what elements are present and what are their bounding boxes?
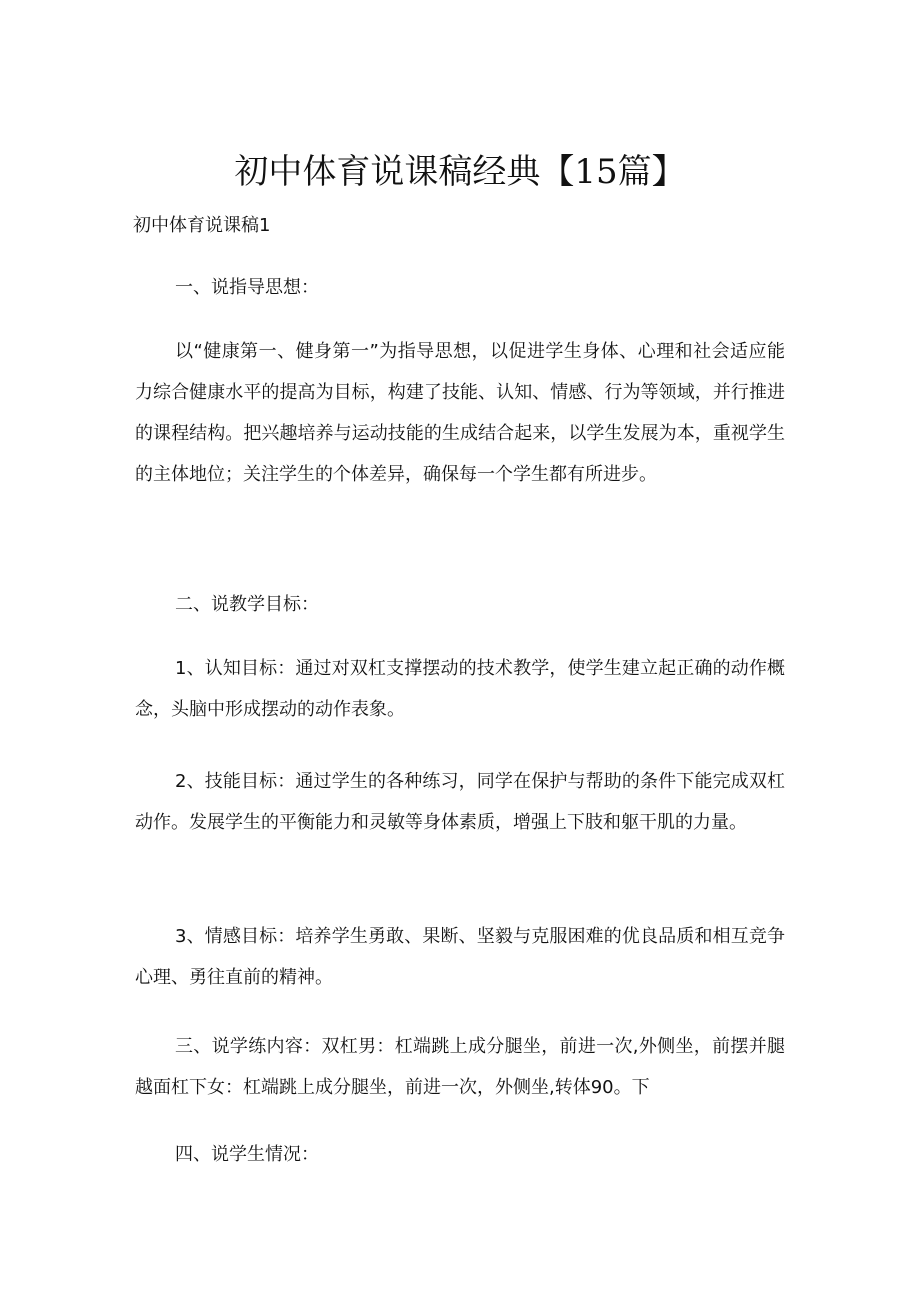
section-heading-student-situation: 四、说学生情况：: [175, 1144, 319, 1165]
document-title: 初中体育说课稿经典【15篇】: [234, 152, 686, 192]
section-heading-teaching-goals: 二、说教学目标：: [175, 594, 319, 615]
goal-item-cognitive: 1、认知目标：通过对双杠支撑摆动的技术教学，使学生建立起正确的动作概念，头脑中形成摆动的动作表象。: [135, 658, 785, 720]
learning-content-paragraph: 三、说学练内容：双杠男：杠端跳上成分腿坐，前进一次,外侧坐，前摆并腿越面杠下女：杠端跳上成分腿坐，前进一次，外侧坐,转体90。下: [135, 1036, 785, 1098]
goal-item-emotion: 3、情感目标：培养学生勇敢、果断、坚毅与克服困难的优良品质和相互竞争心理、勇往直前的精神。: [135, 926, 785, 988]
guiding-thought-paragraph: 以“健康第一、健身第一”为指导思想，以促进学生身体、心理和社会适应能力综合健康水平的提高为目标，构建了技能、认知、情感、行为等领域，并行推进的课程结构。把兴趣培养与运动技能的生成结合起来，以学生发展为本，重视学生的主体地位；关注学生的个体差异，确保每一个学生都有所进步。: [135, 341, 785, 485]
document-subtitle: 初中体育说课稿1: [133, 215, 271, 236]
goal-item-skill: 2、技能目标：通过学生的各种练习，同学在保护与帮助的条件下能完成双杠动作。发展学生的平衡能力和灵敏等身体素质，增强上下肢和躯干肌的力量。: [135, 771, 785, 833]
section-heading-guiding-thought: 一、说指导思想：: [175, 277, 319, 298]
